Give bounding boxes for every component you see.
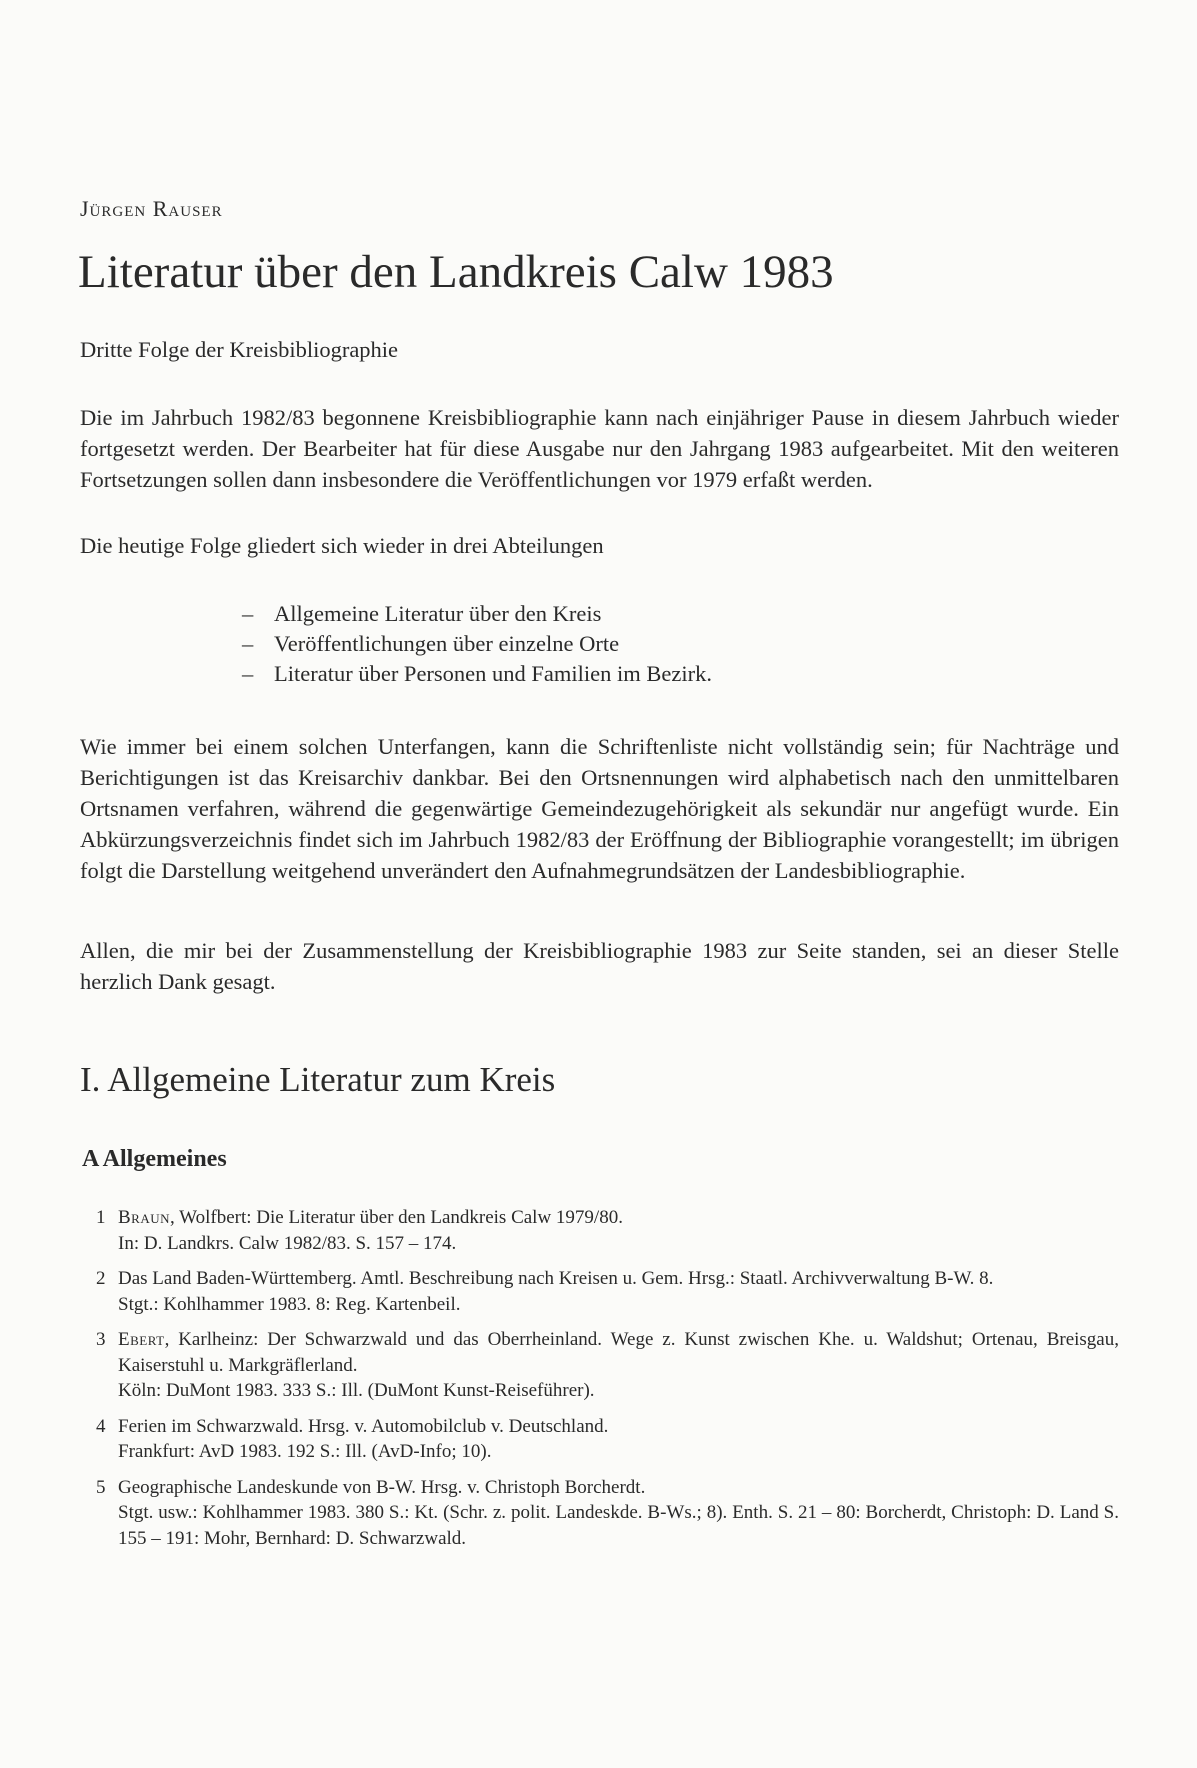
bibliography-entry <box>96 1327 1119 1404</box>
page-title: Literatur über den Landkreis Calw 1983 <box>78 246 834 298</box>
entry-publication: Frankfurt: AvD 1983. 192 S.: Ill. (AvD-Info; 10). <box>118 1441 492 1462</box>
list-item: – Veröffentlichungen über einzelne Orte <box>242 629 712 659</box>
departments-list <box>242 599 712 689</box>
entry-title: Das Land Baden-Württemberg. Amtl. Beschreibung nach Kreisen u. Gem. Hrsg.: Staatl. Archivverwaltung B-W. 8. <box>118 1268 994 1289</box>
entry-title: Ferien im Schwarzwald. Hrsg. v. Automobilclub v. Deutschland. <box>118 1415 609 1437</box>
entry-number: 2 <box>96 1268 106 1289</box>
entry-number: 4 <box>96 1415 106 1437</box>
bibliography-entry <box>96 1414 1119 1465</box>
entry-number: 5 <box>96 1476 106 1498</box>
entry-author: Ebert <box>118 1329 165 1350</box>
entry-title: , Karlheinz: Der Schwarzwald und das Oberrheinland. Wege z. Kunst zwischen Khe. u. Waldshut; Ortenau, Breisgau, Kaiserstuhl u. Markgräflerland. <box>118 1329 1119 1376</box>
entry-publication: Stgt. usw.: Kohlhammer 1983. 380 S.: Kt. (Schr. z. polit. Landeskde. B-Ws.; 8). Enth. S. 21 – 80: Borcherdt, Christoph: D. Land S. 155 – 191: Mohr, Bernhard: D. Schwarzwald. <box>118 1502 1119 1549</box>
entry-number: 1 <box>96 1207 106 1228</box>
subsection-heading: A Allgemeines <box>82 1146 227 1172</box>
list-item: – Allgemeine Literatur über den Kreis <box>242 599 712 629</box>
departments-intro: Die heutige Folge gliedert sich wieder in drei Abteilungen <box>80 533 604 558</box>
entry-title: , Wolfbert: Die Literatur über den Landkreis Calw 1979/80. <box>170 1207 623 1228</box>
bibliography-entry <box>96 1205 1119 1256</box>
entry-number: 3 <box>96 1329 106 1350</box>
entry-publication: Köln: DuMont 1983. 333 S.: Ill. (DuMont Kunst-Reiseführer). <box>118 1380 595 1401</box>
entry-author: Braun <box>118 1207 171 1228</box>
entry-publication: Stgt.: Kohlhammer 1983. 8: Reg. Kartenbeil. <box>118 1293 461 1315</box>
intro-paragraph: Die im Jahrbuch 1982/83 begonnene Kreisbibliographie kann nach einjähriger Pause in diesem Jahrbuch wieder fortgesetzt werden. Der Bearbeiter hat für diese Ausgabe nur den Jahrgang 1983 aufgearbeitet. Mit den weiteren Fortsetzungen sollen dann insbesondere die Veröffentlichungen vor 1979 erfaßt werden. <box>80 405 1119 492</box>
thanks-paragraph: Allen, die mir bei der Zusammenstellung der Kreisbibliographie 1983 zur Seite standen, sei an dieser Stelle herzlich Dank gesagt. <box>80 938 1119 994</box>
section-title: I. Allgemeine Literatur zum Kreis <box>80 1060 556 1099</box>
list-item: – Literatur über Personen und Familien im Bezirk. <box>242 659 712 689</box>
method-paragraph: Wie immer bei einem solchen Unterfangen, kann die Schriftenliste nicht vollständig sein; für Nachträge und Berichtigungen ist das Kreisarchiv dankbar. Bei den Ortsnennungen wird alphabetisch nach den unmittelbaren Ortsnamen verfahren, während die gegenwärtige Gemeindezugehörigkeit als sekundär nur angefügt wurde. Ein Abkürzungsverzeichnis findet sich im Jahrbuch 1982/83 der Eröffnung der Bibliographie vorangestellt; im übrigen folgt die Darstellung weitgehend unverändert den Aufnahmegrundsätzen der Landesbibliographie. <box>80 734 1119 883</box>
entry-publication: In: D. Landkrs. Calw 1982/83. S. 157 – 174. <box>118 1232 457 1254</box>
page-subtitle: Dritte Folge der Kreisbibliographie <box>80 337 399 362</box>
bibliography-entry <box>96 1266 1119 1317</box>
bibliography-entry <box>96 1475 1119 1552</box>
author-name: Jürgen Rauser <box>80 196 223 221</box>
bibliography-list <box>96 1205 1119 1561</box>
entry-title: Geographische Landeskunde von B-W. Hrsg. v. Christoph Borcherdt. <box>118 1476 646 1498</box>
